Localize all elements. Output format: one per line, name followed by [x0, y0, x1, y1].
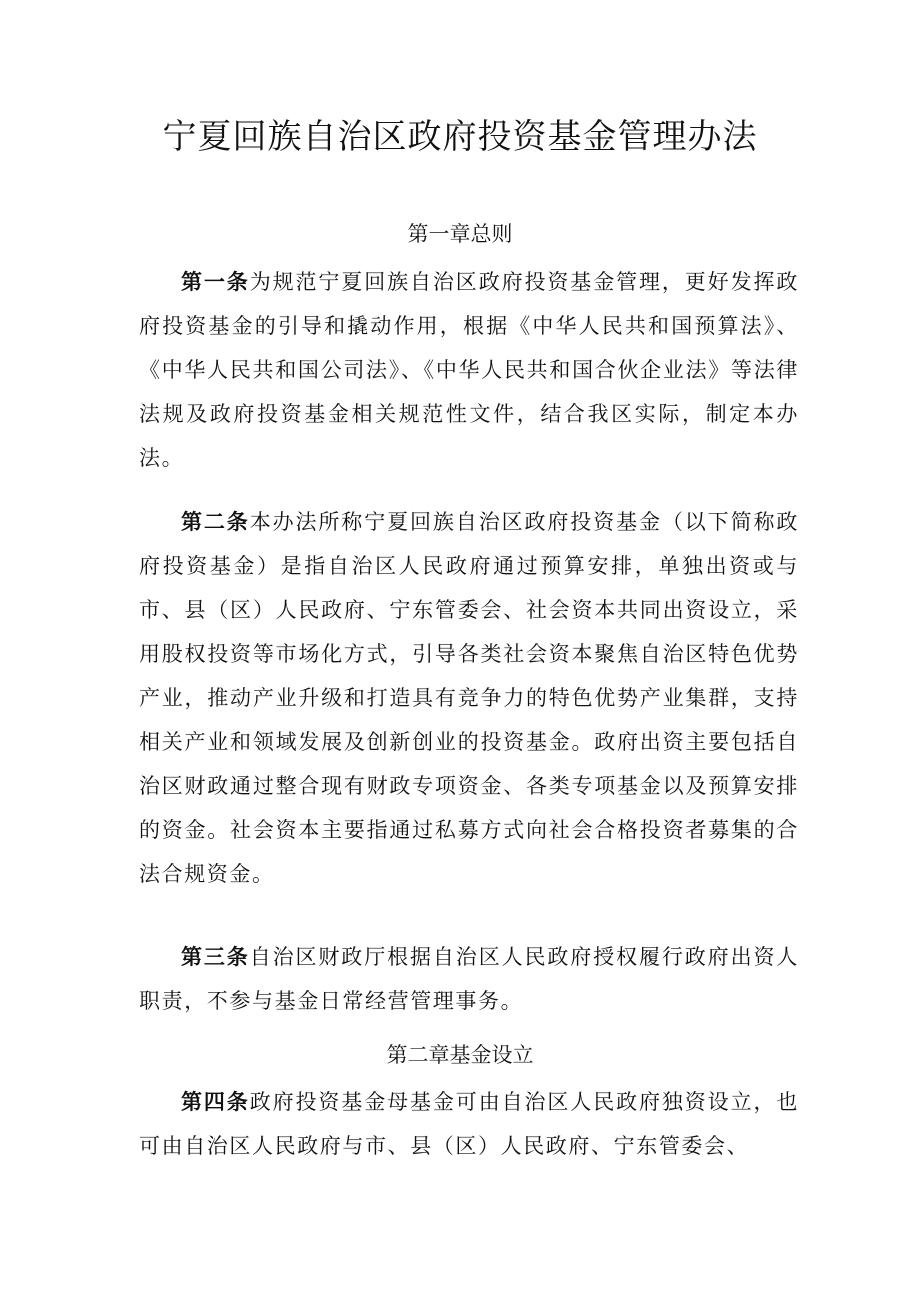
document-title: 宁夏回族自治区政府投资基金管理办法	[162, 117, 758, 157]
article-4-number: 第四条	[181, 1090, 250, 1114]
article-2-text: 本办法所称宁夏回族自治区政府投资基金（以下简称政府投资基金）是指自治区人民政府通过预算安排，单独出资或与市、县（区）人民政府、宁东管委会、社会资本共同出资设立，采用股权投资等市场化方式，引导各类社会资本聚焦自治区特色优势产业，推动产业升级和打造具有竞争力的特色优势产业集群，支持相关产业和领域发展及创新创业的投资基金。政府出资主要包括自治区财政通过整合现有财政专项资金、各类专项基金以及预算安排的资金。社会资本主要指通过私募方式向社会合格投资者募集的合法合规资金。	[139, 510, 799, 886]
article-3-number: 第三条	[181, 945, 250, 969]
article-1-number: 第一条	[181, 270, 250, 294]
article-2-number: 第二条	[181, 510, 250, 534]
article-3-text: 自治区财政厅根据自治区人民政府授权履行政府出资人职责，不参与基金日常经营管理事务。	[139, 945, 799, 1013]
article-2	[139, 500, 799, 896]
chapter-2-heading: 第二章基金设立	[386, 1043, 534, 1067]
article-3	[139, 935, 799, 1023]
article-1	[139, 260, 799, 480]
article-4-text: 政府投资基金母基金可由自治区人民政府独资设立，也可由自治区人民政府与市、县（区）人民政府、宁东管委会、	[139, 1090, 799, 1158]
article-4	[139, 1080, 799, 1168]
chapter-1-heading: 第一章总则	[407, 222, 513, 246]
article-1-text: 为规范宁夏回族自治区政府投资基金管理，更好发挥政府投资基金的引导和撬动作用，根据《中华人民共和国预算法》、《中华人民共和国公司法》、《中华人民共和国合伙企业法》等法律法规及政府投资基金相关规范性文件，结合我区实际，制定本办法。	[139, 270, 799, 470]
